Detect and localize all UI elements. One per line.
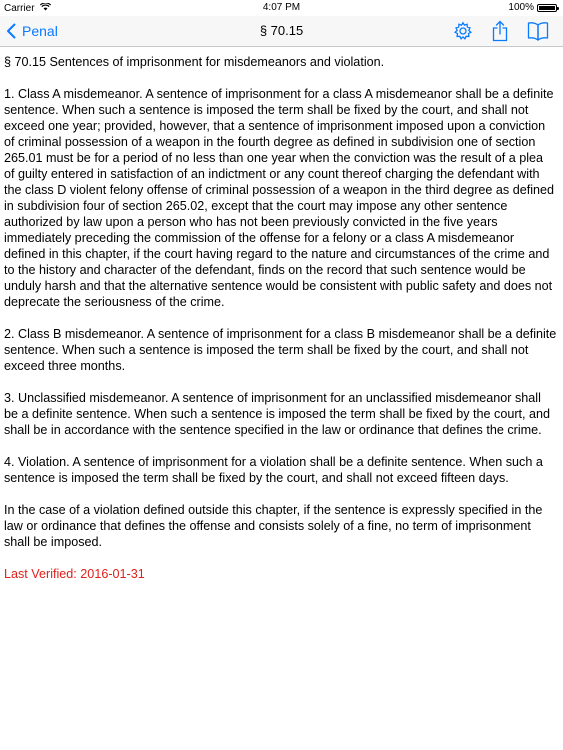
back-button[interactable] [6, 16, 58, 46]
statute-paragraph: 2. Class B misdemeanor. A sentence of imprisonment for a class B misdemeanor shall be a definite sentence. When such a sentence is imposed the term shall be fixed by the court, and shall not exceed three months. [4, 327, 557, 373]
navigation-bar [0, 16, 563, 47]
status-bar [0, 0, 563, 16]
statute-content [0, 47, 563, 582]
statute-heading: § 70.15 Sentences of imprisonment for misdemeanors and violation. [4, 55, 385, 69]
battery-fill [539, 6, 555, 10]
statute-paragraph: 3. Unclassified misdemeanor. A sentence of imprisonment for an unclassified misdemeanor shall be a definite sentence. When such a sentence is imposed the term shall be fixed by the court, and shall be in accordance with the sentence specified in the law or ordinance that defines the crime. [4, 391, 551, 437]
page-title: § 70.15 [259, 23, 304, 38]
chevron-left-icon [6, 23, 16, 39]
statute-paragraph: 4. Violation. A sentence of imprisonment for a violation shall be a definite sentence. When such a sentence is imposed the term shall be fixed by the court, and shall not exceed fifteen days. [4, 455, 543, 485]
share-icon[interactable] [491, 20, 509, 42]
back-button-label: Penal [22, 23, 58, 39]
last-verified-label: Last Verified: 2016-01-31 [4, 567, 145, 581]
battery-icon [537, 4, 557, 12]
statute-paragraph: In the case of a violation defined outside this chapter, if the sentence is expressly specified in the law or ordinance that defines the offense and consists solely of a fine, no term of imprisonment shall be imposed. [4, 503, 543, 549]
book-icon[interactable] [527, 21, 549, 41]
toolbar-actions [453, 16, 549, 46]
gear-icon[interactable] [453, 21, 473, 41]
statute-paragraph: 1. Class A misdemeanor. A sentence of imprisonment for a class A misdemeanor shall be a definite sentence. When such a sentence is imposed the term shall be fixed by the court, and shall not exceed one year; provided, however, that a sentence of imprisonment imposed upon a conviction of criminal possession of a weapon in the fourth degree as defined in subdivision one of section 265.01 must be for a period of no less than one year when the conviction was the result of a plea of guilty entered in satisfaction of an indictment or any count thereof charging the defendant with the class D violent felony offense of criminal possession of a weapon in the third degree as defined in subdivision four of section 265.02, except that the court may impose any other sentence authorized by law upon a person who has not been previously convicted in the five years immediately preceding the commission of the offense for a felony or a class A misdemeanor defined in this chapter, if the court having regard to the nature and circumstances of the crime and to the history and character of the defendant, finds on the record that such sentence would be unduly harsh and that the alternative sentence would be consistent with public safety and does not deprecate the seriousness of the crime. [4, 87, 555, 309]
battery-indicator [508, 0, 557, 16]
battery-percent: 100% [508, 2, 534, 13]
status-time: 4:07 PM [262, 2, 301, 13]
carrier-text: Carrier [4, 3, 35, 14]
